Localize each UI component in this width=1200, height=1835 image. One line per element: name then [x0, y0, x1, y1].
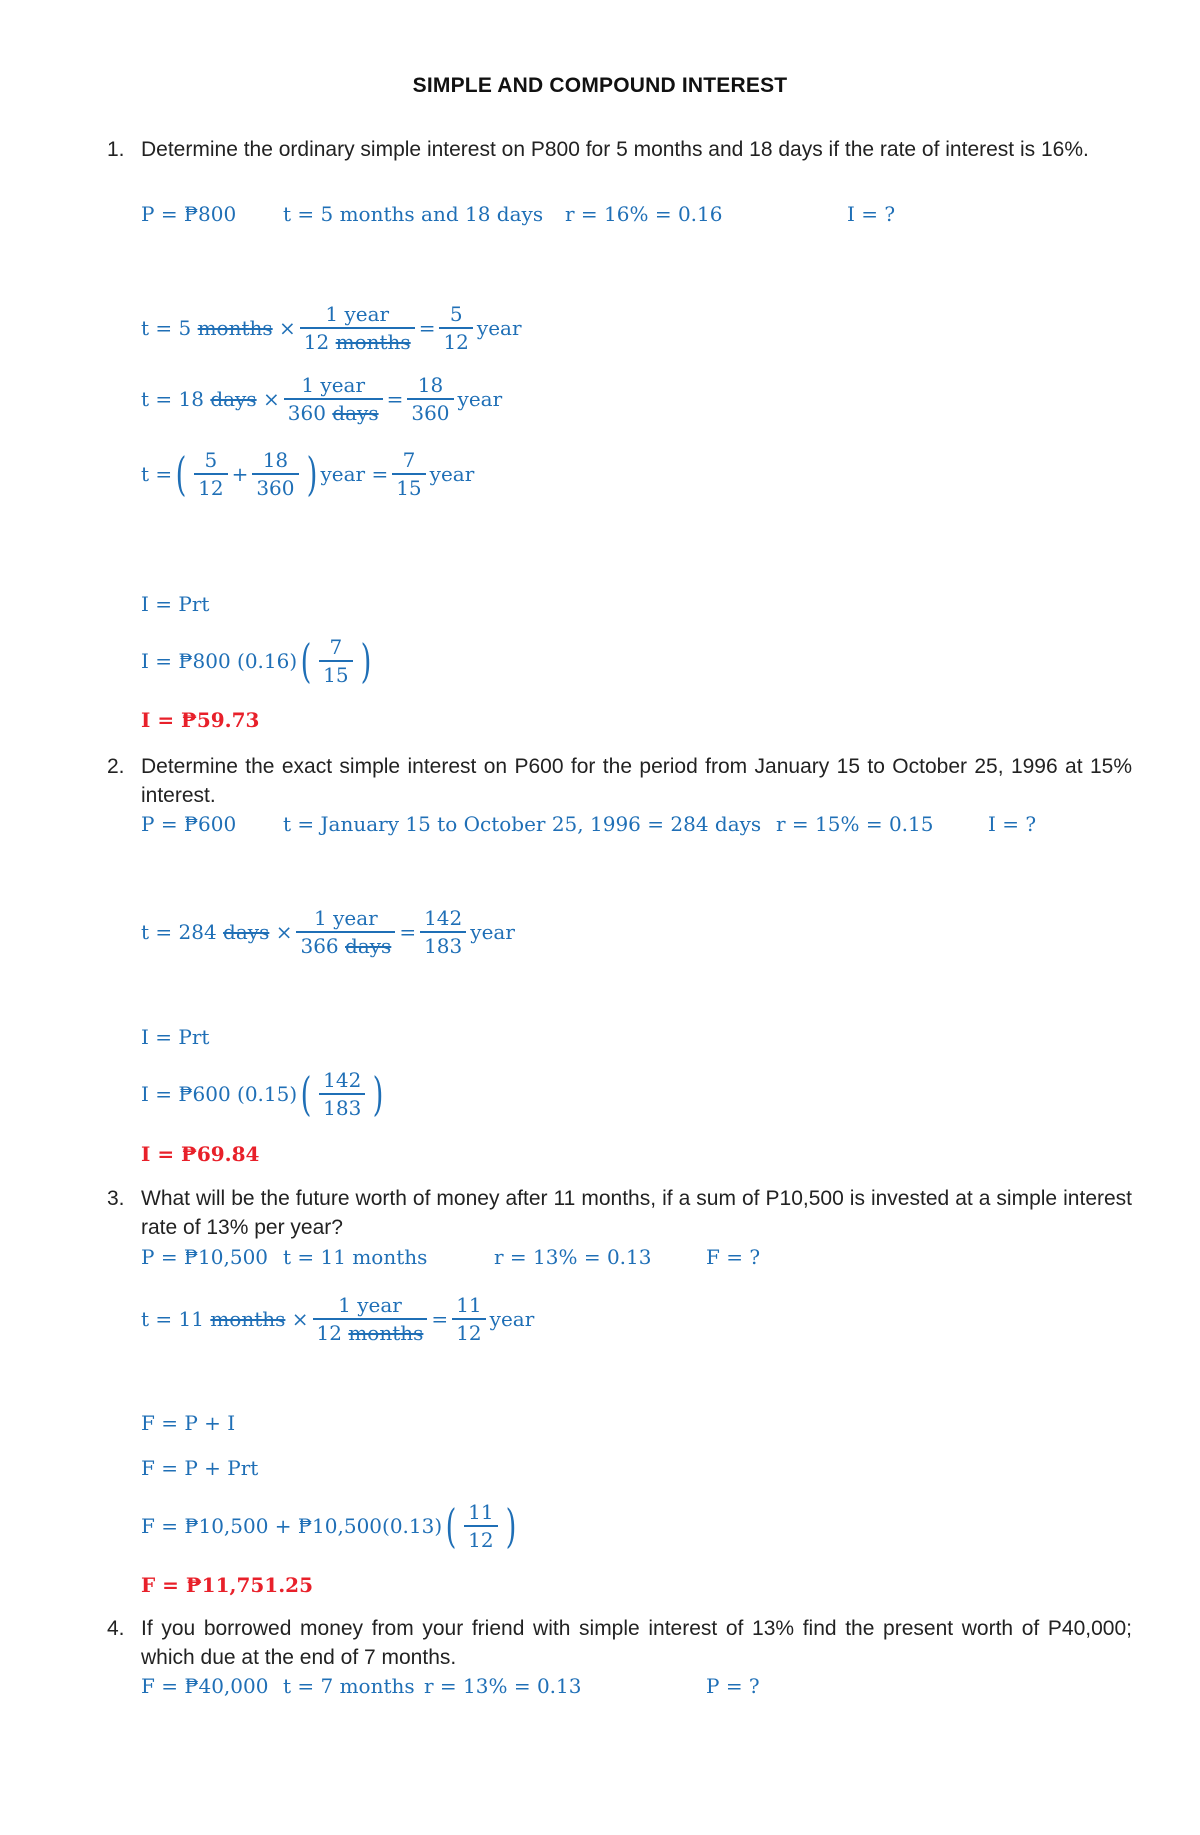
lhs: t = 18 [141, 387, 204, 411]
p2-formula: I = Prt [141, 1025, 210, 1049]
lhs: t = [141, 462, 173, 486]
lhs: I = ₱800 (0.16) [141, 649, 298, 673]
p2-given-unknown: I = ? [988, 812, 1037, 836]
right-paren: ) [505, 1499, 516, 1553]
times-sign: × [262, 387, 280, 411]
numerator: 1 year [325, 302, 390, 326]
p1-formula: I = Prt [141, 592, 210, 616]
conversion-fraction: $\frac{\text{1 year}}{\text{12 months}}$ [313, 1294, 428, 1344]
right-paren: ) [306, 447, 317, 501]
equals-sign: = [418, 316, 436, 340]
p3-answer: F = ₱11,751.25 [141, 1573, 314, 1597]
middle: year = [320, 462, 389, 486]
p2-given-principal: P = ₱600 [141, 812, 237, 836]
p3-formula-1: F = P + I [141, 1411, 236, 1435]
struck-unit: months [197, 316, 273, 340]
problem-number: 3. [107, 1187, 125, 1210]
problem-2-statement [107, 752, 1132, 810]
unit: year [457, 387, 503, 411]
problem-1-statement [107, 135, 1132, 164]
p3-given-time: t = 11 months [283, 1245, 428, 1269]
denominator: 12 months [300, 327, 415, 353]
problem-number: 4. [107, 1617, 125, 1640]
conversion-fraction: $\frac{\text{1 year}}{\text{360 days}}$ [284, 374, 383, 424]
conversion-fraction [300, 303, 415, 353]
p3-formula-2: F = P + Prt [141, 1456, 259, 1480]
problem-4-statement [107, 1614, 1132, 1672]
p3-given-unknown: F = ? [706, 1245, 761, 1269]
lhs: I = ₱600 (0.15) [141, 1082, 298, 1106]
struck-unit: days [210, 387, 257, 411]
unit: year [429, 462, 475, 486]
struck-unit: months [210, 1307, 286, 1331]
right-paren: ) [360, 634, 371, 688]
problem-text: Determine the ordinary simple interest on P800 for 5 months and 18 days if the rate of interest is 16%. [141, 138, 1089, 161]
p1-time-days-conversion [141, 374, 502, 424]
result-fraction: $\frac{5}{12}$ [439, 303, 472, 353]
p2-answer: I = ₱69.84 [141, 1142, 260, 1166]
result-fraction: $\frac{7}{15}$ [392, 449, 425, 499]
p4-given-time: t = 7 months [283, 1674, 415, 1698]
p4-given-future: F = ₱40,000 [141, 1674, 269, 1698]
struck-unit: days [223, 920, 270, 944]
p4-given-rate: r = 13% = 0.13 [424, 1674, 582, 1698]
fraction-one: $\frac{5}{12}$ [194, 449, 227, 499]
problem-number: 2. [107, 755, 125, 778]
p1-answer: I = ₱59.73 [141, 708, 260, 732]
fraction-two: $\frac{18}{360}$ [252, 449, 298, 499]
lhs: F = ₱10,500 + ₱10,500(0.13) [141, 1514, 443, 1538]
problem-text: Determine the exact simple interest on P600 for the period from January 15 to October 25, 1996 at 15% interest. [141, 755, 1132, 807]
times-sign: × [275, 920, 293, 944]
p2-time-days-conversion [141, 907, 515, 957]
fraction: $\frac{7}{15}$ [319, 636, 352, 686]
p3-time-months-conversion [141, 1294, 534, 1344]
problem-text: If you borrowed money from your friend with simple interest of 13% find the present worth of P40,000; which due at the end of 7 months. [141, 1617, 1132, 1669]
problem-text: What will be the future worth of money after 11 months, if a sum of P10,500 is invested at a simple interest rate of 13% per year? [141, 1187, 1132, 1239]
right-paren: ) [372, 1067, 384, 1121]
p1-given-principal: P = ₱800 [141, 202, 237, 226]
equals-sign: = [431, 1307, 449, 1331]
fraction: $\frac{142}{183}$ [319, 1069, 365, 1119]
p2-given-time: t = January 15 to October 25, 1996 = 284 days [283, 812, 762, 836]
problem-number: 1. [107, 138, 125, 161]
result-fraction: $\frac{11}{12}$ [452, 1294, 485, 1344]
left-paren: ( [175, 447, 187, 501]
times-sign: × [279, 316, 296, 340]
result-fraction: $\frac{142}{183}$ [420, 907, 466, 957]
p1-substitution [141, 636, 375, 686]
page-title: SIMPLE AND COMPOUND INTEREST [412, 74, 788, 97]
p3-substitution [141, 1501, 520, 1551]
p3-given-principal: P = ₱10,500 [141, 1245, 269, 1269]
plus-sign: + [231, 462, 249, 486]
lhs: t = 11 [141, 1307, 204, 1331]
p1-time-sum [141, 449, 474, 499]
p2-substitution [141, 1069, 387, 1119]
times-sign: × [291, 1307, 309, 1331]
problem-3-statement [107, 1184, 1132, 1242]
p2-given-rate: r = 15% = 0.15 [776, 812, 934, 836]
unit: year [476, 316, 522, 340]
p1-given-rate: r = 16% = 0.16 [565, 202, 723, 226]
lhs: t = 284 [141, 920, 217, 944]
p1-given-unknown: I = ? [847, 202, 896, 226]
equals-sign: = [386, 387, 404, 411]
left-paren: ( [300, 634, 312, 688]
unit: year [489, 1307, 535, 1331]
fraction: $\frac{11}{12}$ [464, 1501, 497, 1551]
equals-sign: = [399, 920, 417, 944]
unit: year [470, 920, 515, 944]
lhs: t = 5 [141, 316, 192, 340]
conversion-fraction: $\frac{\text{1 year}}{\text{366 days}}$ [296, 907, 395, 957]
left-paren: ( [300, 1067, 312, 1121]
result-fraction: $\frac{18}{360}$ [407, 374, 453, 424]
p1-given-time: t = 5 months and 18 days [283, 202, 544, 226]
left-paren: ( [445, 1499, 457, 1553]
p3-given-rate: r = 13% = 0.13 [494, 1245, 652, 1269]
p4-given-unknown: P = ? [706, 1674, 760, 1698]
p1-time-months-conversion [141, 303, 522, 353]
